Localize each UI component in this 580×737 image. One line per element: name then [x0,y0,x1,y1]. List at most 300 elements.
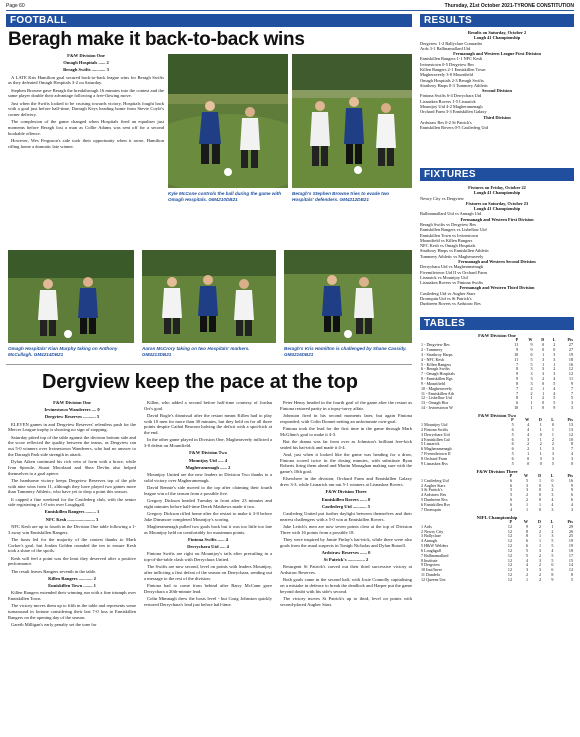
stat-cell: 6 [510,501,513,507]
story2-text-item: Fintona Swifts are right on Mountjoy's tails after prevailing in a top-of-the-table clash with Derrychara United. [144,551,272,563]
team-name: 1 Mountjoy Utd [421,422,448,428]
story2-text-item: Killen Rangers extended their winning run with a fine triumph over Enniskillen Town. [8,590,136,602]
fixture-item: Fivemiletown Utd II vs Orchard Farm [420,269,487,275]
stat-cell: 2 [538,576,541,582]
stat-cell: 3 [551,482,554,488]
story2-text-heading: F&W Division Two [189,450,227,456]
team-name: 6 Loughgall [421,547,441,553]
stat-cell: 5 [553,400,556,406]
stat-cell: 0 [542,400,545,406]
stat-cell: 0 [553,347,556,353]
stat-cell: 19 [568,543,573,549]
stat-cell: 6 [511,436,514,442]
stat-cell: 9 [551,576,554,582]
story2-text-item: In the other game played in Division One, Magheraveely inflicted a 3-0 defeat on Mountfield. [144,437,272,449]
stat-cell: 3 [539,455,542,461]
story2-text-item: Elsewhere in the division, Orchard Farm and Enniskillen Galaxy drew 3-3, while Lisnarick ran out 5-1 winners at Lisnaskea Rovers. [280,476,412,488]
stat-cell: 12 [568,567,573,573]
fixture-heading: Fermanagh and Western First Division [460,216,534,222]
stat-cell: 4 [551,501,554,507]
story2-text-item: Gregory Dickson rifled home after the restart to make it 3-0 before Jake Dinsmore completed Mountjoy's scoring. [144,510,272,522]
team-name: 1 - Dergview Res [421,342,450,348]
stat-cell: 8 [516,366,519,372]
team-name: 6 Magheramenagh [421,446,452,452]
stat-cell: 5 [551,538,554,544]
result-item: Dergview 1-2 Ballyclare Comrades [420,40,483,46]
team-name: 11 Dundela [421,572,440,578]
stat-cell: 25 [568,533,573,539]
table-header-cell: P [509,518,513,524]
team-name: 12 Queens Uni [421,576,446,582]
team-name: 7 Dromquin [421,506,441,512]
team-name: 4 Enniskillen Gal [421,436,450,442]
result-item: Enniskillen Rangers 1-1 NFC Kesh [420,56,483,62]
stat-cell: 18 [568,547,573,553]
table-header-cell: W [523,518,528,524]
fixture-item: Tummery Athletic vs Magheraveely [420,253,484,259]
fixture-item: Strathroy Harps vs Enniskillen Athletic [420,248,490,254]
stat-cell: 1 [551,426,554,432]
stat-cell: 5 [511,422,514,428]
result-item: Magheraveely 3-0 Mountfield [420,72,473,78]
stat-cell: 1 [530,400,533,406]
fixture-item: Mountfield vs Killen Rangers [420,237,473,243]
stat-cell: 4 [527,426,530,432]
stat-cell: 7 [516,390,519,396]
table-title: NIFL Championship [476,514,518,520]
stat-cell: 4 [551,497,554,503]
fixture-item: Enniskillen Town vs Irvinestown [420,232,479,238]
story2-text-heading: Enniskillen Town ........ 1 [48,583,96,589]
stat-cell: 10 [514,405,519,410]
team-name: 9 Lisnaskea Rvs [421,460,448,466]
stat-cell: 1 [542,385,545,391]
fixture-item: NFC Kesh vs Omagh Hospitals [420,243,476,249]
stat-cell: 29 [568,523,573,529]
table-header-cell: D [541,337,545,343]
stat-cell: 12 [507,533,513,539]
story2-text-item: The result leaves Rangers seventh in the table. [11,568,97,574]
story2-text-item: It capped a fine weekend for the Castlederg club, with the senior side registering a 1-0 win over Loughgall. [8,496,136,508]
stat-cell: 0 [527,455,530,461]
team-name: 8 - Enniskillen Rgs [421,376,453,382]
stat-cell: 18 [568,356,573,362]
stat-cell: 12 [507,557,513,563]
stat-cell: 3 [542,371,545,377]
stat-cell: 3 [570,405,573,410]
story1-para: A LATE Kris Hamilton goal secured back-to-back league wins for Beragh Swifts as they defeated Omagh Hospitals 3-2 on Saturday. [8,74,164,86]
photo-stephen-browne [292,54,412,188]
stat-cell: 8 [525,533,528,539]
story1-para: However, Wes Ferguson's side took their opportunity when it arose, Hamilton rifling home a dramatic late winner. [8,138,164,149]
story2-text-heading: Enniskillen Rovers ...... 0 [321,496,371,502]
fixtures-list [420,185,574,306]
team-name: 9 Dergview [421,562,441,568]
story1-para: Stephen Browne gave Beragh the breakthrough 16 minutes into the contest and the same player double their advantage following a free-flowing move. [8,87,164,99]
stat-cell: 8 [516,380,519,386]
stat-cell: 3 [551,446,554,452]
story2-text-heading: Magheramenagh ...... 2 [185,464,231,470]
team-name: 7 Ballinamallard [421,552,449,558]
stat-cell: 13 [568,422,573,428]
story1-division: F&W Division One [67,53,105,58]
stat-cell: 5 [511,460,514,466]
team-name: 12 - Lisbellaw Utd [421,395,452,401]
story2-text-heading: Enniskillen Rangers ......... 1 [44,509,100,515]
stat-cell: 2 [542,395,545,401]
team-name: 10 - Magheraveely [421,385,452,391]
stat-cell: 7 [516,361,519,367]
stat-cell: 11 [514,356,519,362]
photo-aaron-mccrory [142,250,276,343]
result-item: Ardstraw Res 0-2 St Patrick's [420,119,472,125]
stat-cell: 1 [553,361,556,367]
stat-cell: 5 [525,547,528,553]
photo-kian-murphy [8,250,134,343]
caption-kris-hamilton: Beragh's Kris Hamilton is challenged by Shane Cassidy. GM4216DB21 [284,346,407,357]
page-header [6,2,574,11]
team-name: 5 Lisnarick [421,441,440,447]
stat-cell: 15 [568,557,573,563]
headline-beragh: Beragh make it back-to-back wins [8,29,305,50]
stat-cell: 7 [516,385,519,391]
story1-score-home: Omagh Hospitals ...... 2 [63,60,109,66]
result-item: Irvinestown 0-5 Dergview Res [420,61,474,67]
result-item: Strathroy Harps 0-3 Tummery Athletic [420,82,489,88]
story2-text-item: Killen, who added a second before half-time courtesy of Jordan Orr's goal. [144,400,272,411]
stat-cell: 27 [568,342,573,348]
table-header-cell: L [551,417,554,423]
stat-cell: 1 [539,451,542,457]
story2-text-item: Castlederg United put further daylight between themselves and their nearest challengers with a 5-0 win at Enniskillen Rovers. [280,510,412,522]
stat-cell: 1 [542,390,545,396]
stat-cell: 5 [570,395,573,401]
stat-cell: 1 [542,351,545,357]
story2-text-heading: Dergview Reserves ........... 5 [44,414,100,420]
stat-cell: 5 [551,552,554,558]
fixture-heading: Fixtures on Friday, October 22 [468,185,526,190]
team-name: 4 Annagh [421,538,437,544]
stat-cell: 2 [551,436,554,442]
stat-cell: 8 [525,528,528,534]
story2-text-item: Dylan Aiken continued his rich vein of form with a brace, while Ivan Sproule, Stuart Moorland and Shea Devlin also helped themselves to a goal apiece. [8,459,136,476]
stat-cell: 3 [551,533,554,539]
story2-text-item: Both goals came in the second half, with Josie Connolly capitalising on a mistake in defence to break the deadlock and Harper put the game beyond doubt with his side's second. [280,577,412,594]
team-name: 10 Inst/Inver [421,567,443,573]
fixture-item: Dromquin Utd vs St Patrick's [420,295,472,301]
table-header-cell: P [509,472,513,478]
stat-cell: 5 [570,576,573,582]
table-title: F&W Division One [478,333,516,338]
team-name: 4 Ardstraw Res [421,492,447,498]
fixture-heading: Lough 41 Championship [473,206,521,212]
divider [6,364,412,365]
result-heading: Results on Saturday, October 2 [467,30,527,35]
stat-cell: 19 [568,538,573,544]
fixture-heading: Fermanagh and Western Third Division [459,285,535,291]
story2-text-heading: Derrychara Utd ..... 4 [187,544,229,550]
story2-text-item: Jake Leitch's men are now seven points clear at the top of Division Three with 16 points from a possible 18. [280,523,412,535]
stat-cell: 1 [539,477,542,483]
result-item: Fintona Swifts 6-4 Derrychara Utd [420,93,482,99]
stat-cell: 6 [516,400,519,406]
stat-cell: 5 [530,356,533,362]
stat-cell: 0 [542,405,545,410]
stat-cell: 0 [527,460,530,466]
results-list [420,30,574,130]
stat-cell: 27 [568,347,573,353]
story2-column-1 [8,400,136,629]
stat-cell: 3 [538,547,541,553]
stat-cell: 3 [553,351,556,357]
stat-cell: 1 [526,501,529,507]
stat-cell: 10 [568,436,573,442]
stat-cell: 2 [538,552,541,558]
stat-cell: 1 [551,523,554,529]
stat-cell: 1 [538,538,541,544]
stat-cell: 6 [510,497,513,503]
stat-cell: 4 [553,376,556,382]
stat-cell: 9 [516,376,519,382]
stat-cell: 9 [525,523,528,529]
stat-cell: 4 [525,562,528,568]
story2-text-item: Peter Henry headed in the fourth goal of the game after the restart as Fintona restored parity in a topsy-turvy affair. [280,400,412,411]
result-item: Mountjoy Utd 4-2 Magheramenagh [420,103,483,109]
story2-text-heading: F&W Division Three [325,489,367,495]
stat-cell: 12 [507,523,513,529]
result-item: Enniskillen Rovers 0-5 Castlederg Utd [420,125,488,131]
stat-cell: 6 [551,562,554,568]
fixture-item: Castlederg Utd vs Augher Stars [420,290,476,296]
team-name: 5 - Killen Rangers [421,361,452,367]
stat-cell: 9 [570,487,573,493]
stat-cell: 17 [568,552,573,558]
stat-cell: 10 [514,351,519,357]
story2-text-item: They were inspired by Jamie Finlay's hat-trick, while there were also goals from the usual suspects in Tonigh Nicholas and Dylan Russell. [280,536,412,548]
stat-cell: 5 [551,543,554,549]
stat-cell: 14 [568,562,573,568]
table-header-cell: Pts [567,518,573,524]
table-header-cell: Pts [567,417,573,423]
team-name: 2 Newry City [421,528,444,534]
stat-cell: 12 [568,431,573,437]
stat-cell: 3 [551,492,554,498]
stat-cell: 6 [525,543,528,549]
team-name: 5 H&W Welders [421,543,449,549]
story2-text-heading: St Patrick's ............... 2 [323,557,369,563]
story2-text-heading: Irvinestown Wanderers .... 0 [44,407,100,413]
fixture-heading: Fermanagh and Western Second Division [458,258,536,264]
stat-cell: 5 [526,477,529,483]
stat-cell: 1 [551,431,554,437]
result-item: Ards 3-1 Ballinamallard Utd [420,45,471,51]
stat-cell: 12 [507,547,513,553]
fixture-heading: Fixtures on Saturday, October 23 [465,200,529,206]
stat-cell: 4 [553,390,556,396]
stat-cell: 0 [539,506,542,512]
team-name: 9 - Mountfield [421,380,445,386]
stat-cell: 5 [551,460,554,466]
story2-text-heading: F&W Division One [53,400,91,405]
fixture-item: Dunbreen Rovers vs Ardstraw Res [420,301,481,307]
team-name: 5 Dunbreen Rvs [421,497,448,503]
story2-text-item: The Swifts are now second, level on points with leaders Mountjoy, after inflicting a first defeat of the season on Derrychara, sending out a message to the rest of the division. [144,564,272,581]
stat-cell: 12 [507,528,513,534]
fixture-item: Ballinamallard Utd vs Annagh Utd [420,211,482,217]
stat-cell: 3 [551,455,554,461]
league-table [420,515,574,583]
stat-cell: 9 [570,380,573,386]
table-header-cell: W [523,472,529,478]
stat-cell: 3 [542,356,545,362]
league-tables [420,333,574,585]
stat-cell: 3 [542,366,545,372]
caption-kyle-mccone: Kyle McCone controls the ball during the game with Omagh Hospitals. GM4210DB21 [168,191,282,202]
stat-cell: 4 [551,547,554,553]
story2-text-heading: Mountjoy Utd ..... 4 [188,457,228,463]
league-table [420,333,574,411]
stat-cell: 19 [568,351,573,357]
stat-cell: 2 [530,385,533,391]
stat-cell: 1 [530,395,533,401]
fixture-item: Enniskillen Rangers vs Lisbellaw Utd [420,227,487,233]
stat-cell: 0 [542,380,545,386]
story2-text-heading: Castlederg Utd ............ 5 [321,503,371,509]
team-name: 3 Derrychara Utd [421,431,450,437]
stat-cell: 13 [568,426,573,432]
stat-cell: 12 [568,371,573,377]
stat-cell: 1 [542,361,545,367]
stat-cell: 4 [527,431,530,437]
stat-cell: 12 [507,562,513,568]
story2-text-item: Colin Mimnagh drew the hosts level - but Craig Johnston quickly restored Derrychara's lead just before half-time. [144,596,272,607]
story1-score-away: Beragh Swifts ............ 3 [63,67,109,73]
stat-cell: 12 [507,538,513,544]
stat-cell: 9 [530,342,533,348]
story2-text-item: Gareth Milligan's early penalty set the tone for [11,621,97,627]
stat-cell: 12 [507,567,513,573]
stat-cell: 2 [538,528,541,534]
stat-cell: 2 [530,390,533,396]
team-name: 3 St Patrick's [421,487,443,493]
stat-cell: 2 [538,562,541,568]
stat-cell: 5 [553,380,556,386]
table-header-cell: L [552,337,556,343]
stat-cell: 1 [539,422,542,428]
stat-cell: 0 [539,431,542,437]
caption-aaron-mccrory: Aaron McCrory taking on two Hospitals' markers. GM4213DB21 [142,346,250,357]
result-item: Lisnaskea Rovers 1-5 Lisnarick [420,98,476,104]
table-header-cell: D [538,518,541,524]
table-row [420,462,574,467]
stat-cell: 3 [553,371,556,377]
story2-text-item: Fintona had to come from behind after Barry McCann gave Derrychara a 20th-minute lead. [144,583,272,594]
team-name: 4 - NFC Kesh [421,356,444,362]
story2-text-item: Kesh will feel a point was the least they deserved after a positive performance. [8,555,136,567]
story2-text-item: David Rennie's side moved to the top after claiming their fourth league win of the season from a possible five. [144,485,272,496]
team-name: 1 Ards [421,523,432,529]
story1-column [8,53,164,151]
stat-cell: 2 [542,376,545,382]
stat-cell: 5 [551,557,554,563]
stat-cell: 9 [553,405,556,410]
team-name: 3 Ballyclare [421,533,441,539]
stat-cell: 12 [507,572,513,578]
stat-cell: 5 [553,395,556,401]
stat-cell: 3 [551,451,554,457]
team-name: 11 - Enniskillen Ath [421,390,454,396]
team-name: 1 Castlederg Utd [421,477,449,483]
team-name: 6 - Beragh Swifts [421,366,450,372]
stat-cell: 3 [530,366,533,372]
team-name: 6 Enniskillen Rvs [421,501,451,507]
stat-cell: 0 [539,460,542,466]
stat-cell: 2 [553,342,556,348]
team-name: 2 Augher Stars [421,482,446,488]
story2-text-heading: Fintona Swifts ...... 4 [188,536,228,542]
stat-cell: 4 [570,451,573,457]
team-name: 2 - Tummery [421,347,443,353]
stat-cell: 8 [516,395,519,401]
stat-cell: 3 [551,506,554,512]
section-football: FOOTBALL [6,14,412,27]
stat-cell: 5 [510,492,513,498]
stat-cell: 0 [539,487,542,493]
stat-cell: 1 [539,501,542,507]
team-name: 8 Orchard Farm [421,455,448,461]
league-table [420,413,574,467]
stat-cell: 2 [538,523,541,529]
stat-cell: 3 [538,557,541,563]
stat-cell: 8 [570,572,573,578]
stat-cell: 6 [511,455,514,461]
story2-column-2 [144,400,272,609]
stat-cell: 3 [553,356,556,362]
stat-cell: 2 [525,572,528,578]
table-header-cell: P [511,417,514,423]
table-header-cell: P [515,337,519,343]
story2-text-item: Magheramenagh pulled two goals back but it was too little too late as Mountjoy held on comfortably for maximum points. [144,523,272,535]
stat-cell: 7 [570,446,573,452]
stat-cell: 0 [542,347,545,353]
table-row [420,406,574,411]
result-heading: Fermanagh and Western League First Division [453,51,541,57]
team-name: 3 - Strathroy Harps [421,351,453,357]
table-header-cell: D [538,417,542,423]
stat-cell: 5 [525,552,528,558]
table-row [420,508,574,513]
fixture-item: Derrychara Utd vs Magheramenagh [420,264,484,270]
story2-text-item: Resurgent St Patrick's carved out their third successive victory at Ardstraw Reserves. [280,564,412,576]
fixture-heading: Lough 41 Championship [473,190,521,196]
stat-cell: 0 [539,497,542,503]
stat-cell: 6 [511,441,514,447]
stat-cell: 12 [568,366,573,372]
stat-cell: 12 [507,576,513,582]
stat-cell: 3 [530,371,533,377]
stat-cell: 12 [507,552,513,558]
story2-text-item: The hosts led for the majority of the contest thanks to Mark Corker's goal, but Jordan Golden rounded the ten to ensure Kesh took a share of the spoils. [8,536,136,554]
table-header-cell: W [525,417,530,423]
stat-cell: 4 [570,501,573,507]
stat-cell: 1 [530,405,533,410]
story2-text-item: And, just when it looked like the game was heading for a draw, Fintona scored twice in the dosing minutes, with substitute Ryan Roberts firing them ahead and Martin Monaghan making sure with the game's 10th goal. [280,451,412,475]
stat-cell: 3 [530,376,533,382]
stat-cell: 2 [553,366,556,372]
result-item: Killen Rangers 2-1 Enniskillen Town [420,66,486,72]
story2-text-heading: Killen Rangers ............ 2 [48,575,96,581]
stat-cell: 0 [542,342,545,348]
